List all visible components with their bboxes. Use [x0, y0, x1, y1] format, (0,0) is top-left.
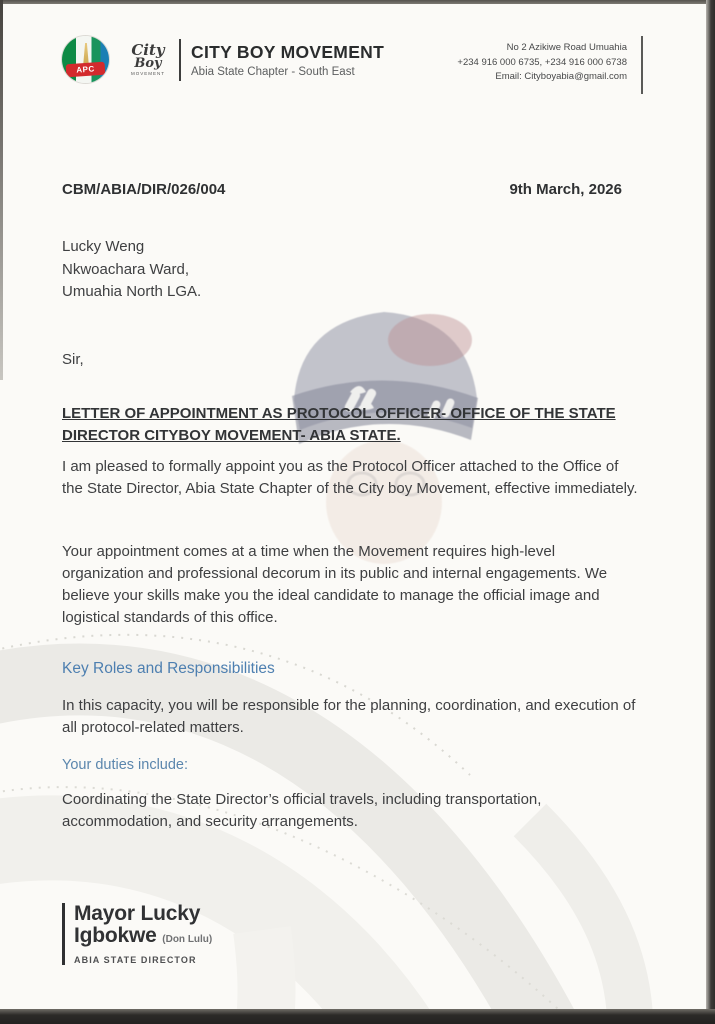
recipient-name: Lucky Weng [62, 238, 145, 255]
signatory-name-line1: Mayor Lucky [74, 902, 201, 925]
paragraph-context: Your appointment comes at a time when the Movement requires high-level organization and professional decorum in its public and internal engagements. We believe your skills make you the ideal candidate to manage the official image and logistical standards of this office. [62, 543, 608, 627]
signature-text [74, 903, 212, 965]
apc-party-logo-icon [62, 36, 109, 83]
duties-heading [62, 757, 640, 773]
signatory-nickname: (Don Lulu) [162, 934, 213, 946]
signatory-title: ABIA STATE DIRECTOR [74, 955, 197, 966]
cityboy-script-logo-icon [125, 40, 171, 77]
scan-edge-left [0, 0, 3, 380]
signatory-name-line2 [74, 925, 212, 947]
reference-line [62, 181, 640, 198]
scan-edge-top [0, 0, 715, 4]
org-title-block [191, 42, 384, 78]
contact-block [457, 41, 627, 85]
contact-email: Email: Cityboyabia@gmail.com [495, 71, 627, 83]
subject-heading [62, 403, 640, 447]
contact-address: No 2 Azikiwe Road Umuahia [506, 42, 627, 53]
signatory-surname: Igbokwe [74, 924, 157, 948]
cityboy-logo-sub: MOVEMENT [130, 70, 165, 76]
subject-text: LETTER OF APPOINTMENT AS PROTOCOL OFFICER- OFFICE OF THE STATE DIRECTOR CITYBOY MOVEMENT- ABIA STATE. [62, 405, 616, 444]
letterhead [62, 36, 675, 83]
org-name: CITY BOY MOVEMENT [191, 41, 385, 62]
cityboy-logo-word1: City [131, 40, 165, 59]
recipient-block [62, 236, 640, 304]
recipient-lga: Umuahia North LGA. [62, 283, 202, 300]
paragraph-duties: Coordinating the State Director’s official travels, including transportation, accommodation, and security arrangements. [62, 791, 542, 831]
contact-divider [641, 36, 643, 94]
scan-edge-right [706, 0, 715, 1024]
org-subtitle: Abia State Chapter - South East [191, 65, 355, 78]
reference-number: CBM/ABIA/DIR/026/004 [62, 181, 226, 198]
duties-heading-text: Your duties include: [62, 757, 189, 773]
signature-block [62, 903, 212, 965]
apc-ribbon-label: APC [66, 62, 106, 78]
paragraph-capacity: In this capacity, you will be responsible for the planning, coordination, and execution of all protocol-related matters. [62, 697, 636, 737]
scan-edge-bottom [0, 1009, 715, 1024]
cityboy-logo-word2: Boy [134, 55, 162, 71]
section-heading-text: Key Roles and Responsibilities [62, 660, 275, 677]
signature-bar [62, 903, 65, 965]
logo-divider [179, 39, 181, 81]
recipient-ward: Nkwoachara Ward, [62, 260, 189, 278]
letter-date: 9th March, 2026 [509, 181, 622, 198]
section-heading-key-roles [62, 660, 640, 678]
paragraph-appointment: I am pleased to formally appoint you as the Protocol Officer attached to the Office of the State Director, Abia State Chapter of the City boy Movement, effective immediately. [62, 458, 638, 498]
contact-phones: +234 916 000 6735, +234 916 000 6738 [457, 56, 627, 68]
salutation: Sir, [62, 351, 84, 368]
